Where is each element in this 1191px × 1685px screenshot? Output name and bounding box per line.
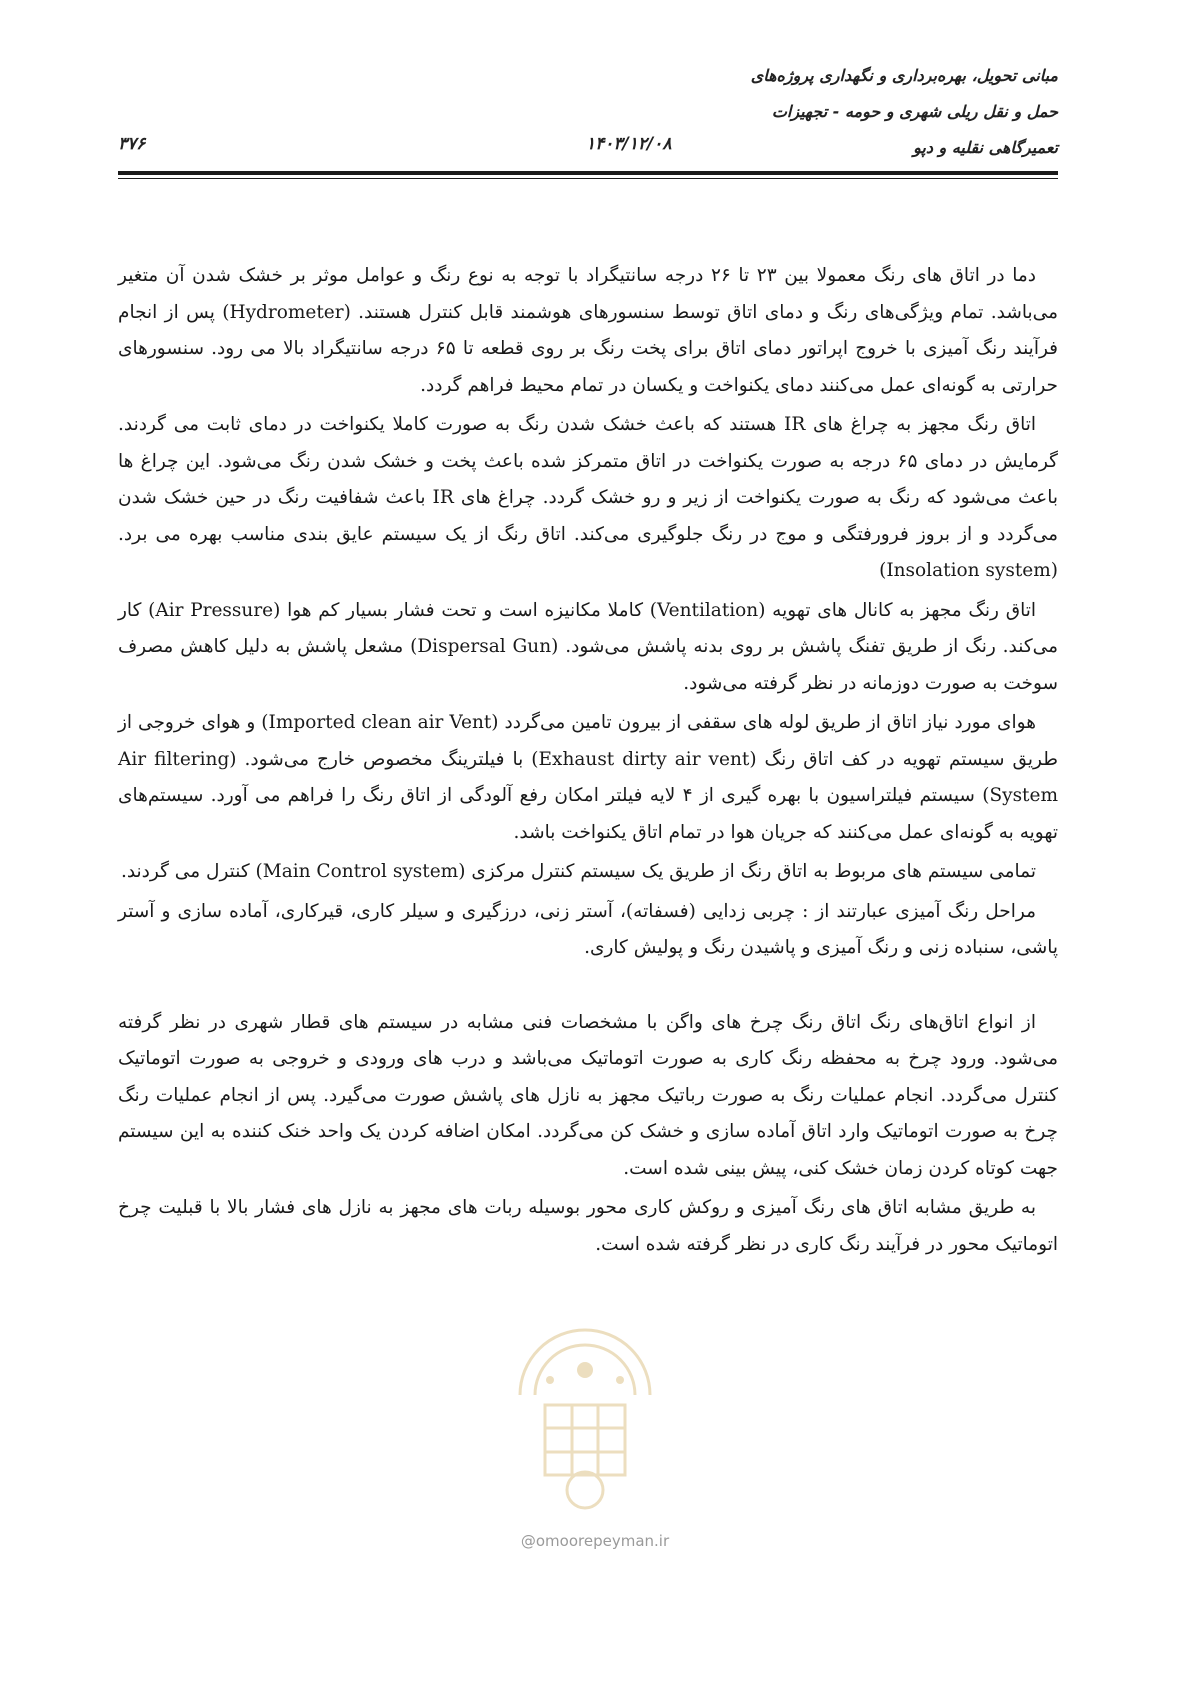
paragraph-2: اتاق رنگ مجهز به چراغ های IR هستند که باعث خشک شدن رنگ به صورت کاملا یکنواخت در دمای ثابت می گردند. گرمایش در دمای ۶۵ درجه به صورت یکنواخت در اتاق متمرکز شده باعث پخت و خشک شدن رنگ می‌شود. این چراغ ها باعث می‌شود که رنگ به صورت یکنواخت از زیر و رو خشک گردد. چراغ های IR باعث شفافیت رنگ در حین خشک شدن می‌گردد و از بروز فرورفتگی و موج در رنگ جلوگیری می‌کند. اتاق رنگ از یک سیستم عایق بندی مناسب بهره می برد. (Insolation system) (118, 414, 1058, 581)
paragraph-1: دما در اتاق های رنگ معمولا بین ۲۳ تا ۲۶ درجه سانتیگراد با توجه به نوع رنگ و عوامل موثر بر خشک شدن آن متغیر می‌باشد. تمام ویژگی‌های رنگ و دمای اتاق توسط سنسورهای هوشمند قابل کنترل هستند. (Hydrometer) پس از انجام فرآیند رنگ آمیزی با خروج اپراتور دمای اتاق برای پخت رنگ بر روی قطعه تا ۶۵ درجه سانتیگراد بالا می رود. سنسورهای حرارتی به گونه‌ای عمل می‌کنند دمای یکنواخت و یکسان در تمام محیط فراهم گردد. (118, 265, 1059, 396)
paragraph-4: هوای مورد نیاز اتاق از طریق لوله های سقفی از بیرون تامین می‌گردد (Imported clean air Vent) و هوای خروجی از طریق سیستم تهویه در کف اتاق رنگ (Exhaust dirty air vent) با فیلترینگ مخصوص خارج می‌شود. (Air filtering System) سیستم فیلتراسیون با بهره گیری از ۴ لایه فیلتر امکان رفع آلودگی از اتاق رنگ را فراهم می آورد. سیستم‌های تهویه به گونه‌ای عمل می‌کنند که جریان هوا در تمام اتاق یکنواخت باشد. (118, 712, 1058, 843)
header-date: ۱۴۰۳/۱۲/۰۸ (586, 134, 672, 154)
paragraph-8: به طریق مشابه اتاق های رنگ آمیزی و روکش کاری محور بوسیله ربات های مجهز به نازل های فشار بالا با قبلیت چرخ اتوماتیک محور در فرآیند رنگ کاری در نظر گرفته شده است. (118, 1197, 1058, 1255)
header-title-line-3: تعمیرگاهی نقلیه و دپو (913, 138, 1058, 157)
watermark-logo-icon (490, 1300, 680, 1520)
paragraph-7: از انواع اتاق‌های رنگ اتاق رنگ چرخ های واگن با مشخصات فنی مشابه در سیستم های قطار شهری در نظر گرفته می‌شود. ورود چرخ به محفظه رنگ کاری به صورت اتوماتیک می‌باشد و درب های ورودی و خروجی به صورت اتوماتیک کنترل می‌گردد. انجام عملیات رنگ به صورت رباتیک مجهز به نازل های پاشش صورت می‌گیرد. پس از انجام عملیات رنگ چرخ به صورت اتوماتیک وارد اتاق آماده سازی و خشک کن می‌گردد. امکان اضافه کردن یک واحد خنک کننده به این سیستم جهت کوتاه کردن زمان خشک کنی، پیش بینی شده است. (118, 1011, 1058, 1179)
header-title-line-1: مبانی تحویل، بهره‌برداری و نگهداری پروژه‌های (750, 66, 1058, 85)
watermark-text: @omoorepeyman.ir (520, 1532, 670, 1550)
paragraph-5: تمامی سیستم های مربوط به اتاق رنگ از طریق یک سیستم کنترل مرکزی (Main Control system) کنترل می گردند. (120, 861, 1036, 882)
header-rule-thin (118, 178, 1058, 179)
page-number: ۳۷۶ (118, 134, 146, 154)
paragraph-3: اتاق رنگ مجهز به کانال های تهویه (Ventilation) کاملا مکانیزه است و تحت فشار بسیار کم هوا (Air Pressure) کار می‌کند. رنگ از طریق تفنگ پاشش بر روی بدنه پاشش می‌شود. (Dispersal Gun) مشعل پاشش به دلیل کاهش مصرف سوخت به صورت دوزمانه در نظر گرفته می‌شود. (118, 599, 1058, 694)
body-text (118, 258, 1058, 1266)
header-title-line-2: حمل و نقل ریلی شهری و حومه - تجهیزات (771, 102, 1058, 121)
header-rule-thick (118, 171, 1058, 175)
paragraph-6: مراحل رنگ آمیزی عبارتند از : چربی زدایی (فسفاته)، آستر زنی، درزگیری و سیلر کاری، قیرکاری، آماده سازی و آستر پاشی، سنباده زنی و رنگ آمیزی و پاشیدن رنگ و پولیش کاری. (118, 900, 1058, 958)
page-header (118, 58, 1058, 170)
header-title (638, 58, 1058, 166)
